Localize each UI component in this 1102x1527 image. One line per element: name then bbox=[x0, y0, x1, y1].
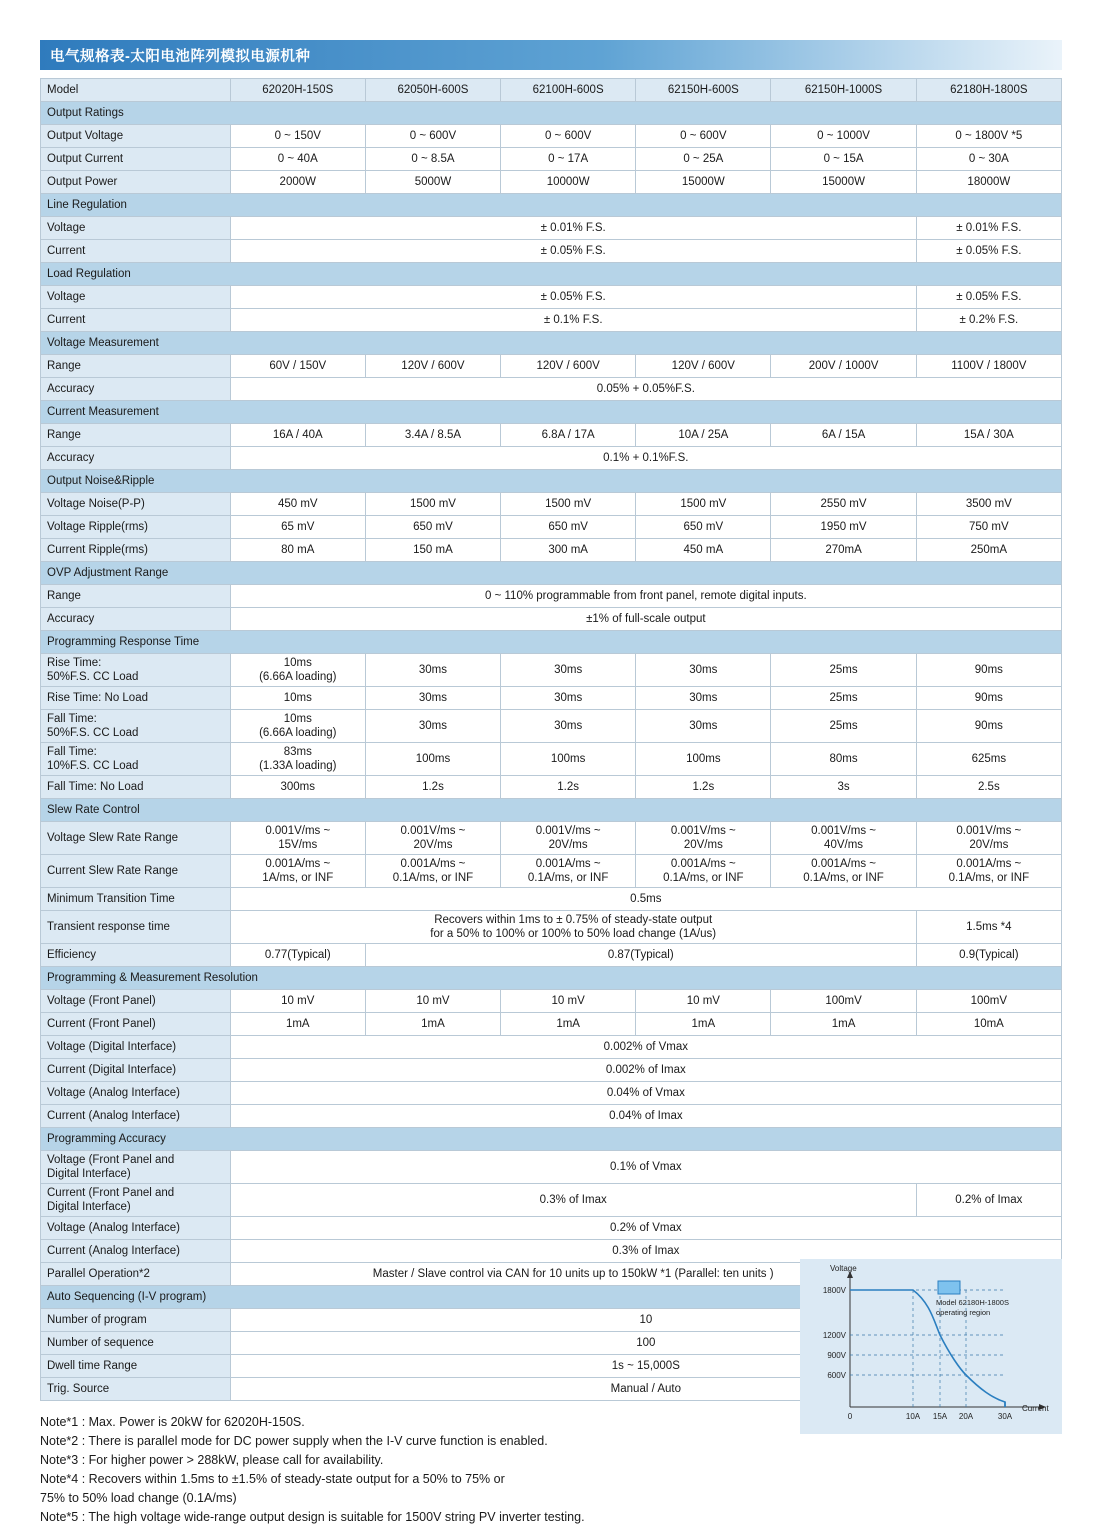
column-header: 62020H-150S bbox=[230, 79, 365, 102]
row-label: Current (Digital Interface) bbox=[41, 1059, 231, 1082]
row-value: 1mA bbox=[365, 1013, 500, 1036]
row-value: 6A / 15A bbox=[771, 424, 916, 447]
section-label: Voltage Measurement bbox=[41, 332, 1062, 355]
row-value: 0.001A/ms ~ 1A/ms, or INF bbox=[230, 855, 365, 888]
row-value: 100mV bbox=[916, 990, 1061, 1013]
row-label: Current (Front Panel) bbox=[41, 1013, 231, 1036]
row-label: Accuracy bbox=[41, 378, 231, 401]
row-value: 0 ~ 15A bbox=[771, 148, 916, 171]
table-row bbox=[41, 424, 1062, 447]
row-value: 1mA bbox=[771, 1013, 916, 1036]
section-label: OVP Adjustment Range bbox=[41, 562, 1062, 585]
row-label: Minimum Transition Time bbox=[41, 888, 231, 911]
row-label: Current Slew Rate Range bbox=[41, 855, 231, 888]
row-label: Current Ripple(rms) bbox=[41, 539, 231, 562]
row-value: 450 mV bbox=[230, 493, 365, 516]
row-label: Current bbox=[41, 309, 231, 332]
section-label: Current Measurement bbox=[41, 401, 1062, 424]
row-value: 0 ~ 1800V *5 bbox=[916, 125, 1061, 148]
table-section-row bbox=[41, 194, 1062, 217]
table-row bbox=[41, 125, 1062, 148]
row-value: 18000W bbox=[916, 171, 1061, 194]
table-row bbox=[41, 240, 1062, 263]
row-value: 6.8A / 17A bbox=[501, 424, 636, 447]
row-label: Parallel Operation*2 bbox=[41, 1263, 231, 1286]
row-value: 2550 mV bbox=[771, 493, 916, 516]
section-label: Slew Rate Control bbox=[41, 799, 1062, 822]
row-value: 1mA bbox=[230, 1013, 365, 1036]
row-label: Voltage (Front Panel) bbox=[41, 990, 231, 1013]
row-value: 65 mV bbox=[230, 516, 365, 539]
row-value: 0 ~ 110% programmable from front panel, remote digital inputs. bbox=[230, 585, 1061, 608]
row-value: 3s bbox=[771, 776, 916, 799]
section-label: Programming Accuracy bbox=[41, 1128, 1062, 1151]
row-label: Accuracy bbox=[41, 608, 231, 631]
row-value: 750 mV bbox=[916, 516, 1061, 539]
table-section-row bbox=[41, 102, 1062, 125]
row-value: 90ms bbox=[916, 710, 1061, 743]
row-label: Fall Time: 50%F.S. CC Load bbox=[41, 710, 231, 743]
table-section-row bbox=[41, 562, 1062, 585]
row-label: Voltage Noise(P-P) bbox=[41, 493, 231, 516]
row-value: 100 bbox=[230, 1332, 1061, 1355]
row-value: 0.04% of Vmax bbox=[230, 1082, 1061, 1105]
table-section-row bbox=[41, 967, 1062, 990]
row-label: Range bbox=[41, 355, 231, 378]
row-value: 0 ~ 8.5A bbox=[365, 148, 500, 171]
row-value: 30ms bbox=[501, 710, 636, 743]
row-value: 10ms (6.66A loading) bbox=[230, 654, 365, 687]
row-value: 0.05% + 0.05%F.S. bbox=[230, 378, 1061, 401]
table-header-row bbox=[41, 79, 1062, 102]
row-label: Rise Time: 50%F.S. CC Load bbox=[41, 654, 231, 687]
row-value: 10A / 25A bbox=[636, 424, 771, 447]
row-label: Voltage Slew Rate Range bbox=[41, 822, 231, 855]
section-label: Programming & Measurement Resolution bbox=[41, 967, 1062, 990]
row-value: 0.04% of Imax bbox=[230, 1105, 1061, 1128]
table-row bbox=[41, 687, 1062, 710]
svg-text:Voltage: Voltage bbox=[830, 1264, 857, 1273]
row-value: 0.3% of Imax bbox=[230, 1184, 916, 1217]
section-label: Output Noise&Ripple bbox=[41, 470, 1062, 493]
row-value: 10000W bbox=[501, 171, 636, 194]
table-section-row bbox=[41, 263, 1062, 286]
section-label: Output Ratings bbox=[41, 102, 1062, 125]
row-value: 0.87(Typical) bbox=[365, 944, 916, 967]
table-row bbox=[41, 355, 1062, 378]
row-value: 10 mV bbox=[501, 990, 636, 1013]
row-value: 16A / 40A bbox=[230, 424, 365, 447]
row-value: 30ms bbox=[636, 687, 771, 710]
row-value: 10 mV bbox=[230, 990, 365, 1013]
row-value: 80 mA bbox=[230, 539, 365, 562]
table-row bbox=[41, 1151, 1062, 1184]
row-value: 0.1% + 0.1%F.S. bbox=[230, 447, 1061, 470]
svg-text:1200V: 1200V bbox=[822, 1331, 846, 1340]
row-value: 0.1% of Vmax bbox=[230, 1151, 1061, 1184]
row-label: Voltage bbox=[41, 217, 231, 240]
svg-text:Current: Current bbox=[1022, 1404, 1049, 1413]
row-value: 0.001A/ms ~ 0.1A/ms, or INF bbox=[771, 855, 916, 888]
row-label: Voltage (Analog Interface) bbox=[41, 1217, 231, 1240]
row-label: Accuracy bbox=[41, 447, 231, 470]
row-value: 450 mA bbox=[636, 539, 771, 562]
section-label: Load Regulation bbox=[41, 263, 1062, 286]
row-value: 30ms bbox=[365, 710, 500, 743]
row-value: 0 ~ 600V bbox=[636, 125, 771, 148]
row-value: 0 ~ 1000V bbox=[771, 125, 916, 148]
row-value: 10ms bbox=[230, 687, 365, 710]
row-value: 83ms (1.33A loading) bbox=[230, 743, 365, 776]
row-value: 30ms bbox=[636, 710, 771, 743]
row-value: ± 0.01% F.S. bbox=[230, 217, 916, 240]
row-value: 25ms bbox=[771, 687, 916, 710]
svg-text:0: 0 bbox=[847, 1412, 853, 1421]
row-value: ± 0.05% F.S. bbox=[916, 240, 1061, 263]
row-label: Voltage bbox=[41, 286, 231, 309]
table-row bbox=[41, 855, 1062, 888]
table-row bbox=[41, 1184, 1062, 1217]
row-value: 10 mV bbox=[636, 990, 771, 1013]
row-value: 1500 mV bbox=[636, 493, 771, 516]
row-label: Output Voltage bbox=[41, 125, 231, 148]
column-header: 62050H-600S bbox=[365, 79, 500, 102]
row-label: Output Current bbox=[41, 148, 231, 171]
table-row bbox=[41, 654, 1062, 687]
row-value: 30ms bbox=[501, 687, 636, 710]
row-value: 30ms bbox=[501, 654, 636, 687]
svg-text:30A: 30A bbox=[997, 1412, 1013, 1421]
row-value: 200V / 1000V bbox=[771, 355, 916, 378]
row-value: ± 0.05% F.S. bbox=[230, 286, 916, 309]
table-row bbox=[41, 1059, 1062, 1082]
table-row bbox=[41, 944, 1062, 967]
column-header: 62150H-1000S bbox=[771, 79, 916, 102]
table-row bbox=[41, 710, 1062, 743]
row-label: Fall Time: No Load bbox=[41, 776, 231, 799]
row-value: ± 0.01% F.S. bbox=[916, 217, 1061, 240]
row-label: Output Power bbox=[41, 171, 231, 194]
table-row bbox=[41, 217, 1062, 240]
table-row bbox=[41, 171, 1062, 194]
row-value: 10 bbox=[230, 1309, 1061, 1332]
row-value: 300ms bbox=[230, 776, 365, 799]
row-value: ± 0.2% F.S. bbox=[916, 309, 1061, 332]
svg-text:600V: 600V bbox=[827, 1371, 846, 1380]
row-label: Current (Front Panel and Digital Interface) bbox=[41, 1184, 231, 1217]
row-value: ±1% of full-scale output bbox=[230, 608, 1061, 631]
row-value: 15000W bbox=[771, 171, 916, 194]
note-item: Note*2 : There is parallel mode for DC power supply when the I-V curve function is enabled. bbox=[40, 1434, 548, 1448]
row-label: Current (Analog Interface) bbox=[41, 1240, 231, 1263]
row-value: 30ms bbox=[636, 654, 771, 687]
row-value: 0.001V/ms ~ 20V/ms bbox=[501, 822, 636, 855]
svg-text:1800V: 1800V bbox=[822, 1286, 846, 1295]
row-value: Master / Slave control via CAN for 10 units up to 150kW *1 (Parallel: ten units ) bbox=[230, 1263, 916, 1286]
row-value: 1950 mV bbox=[771, 516, 916, 539]
row-value: 1s ~ 15,000S bbox=[230, 1355, 1061, 1378]
table-row bbox=[41, 1082, 1062, 1105]
table-section-row bbox=[41, 401, 1062, 424]
row-value: 0 ~ 17A bbox=[501, 148, 636, 171]
row-value: 0.001V/ms ~ 20V/ms bbox=[636, 822, 771, 855]
row-value: 0.001A/ms ~ 0.1A/ms, or INF bbox=[636, 855, 771, 888]
note-item: Note*5 : The high voltage wide-range output design is suitable for 1500V string PV inverter testing. bbox=[40, 1510, 585, 1524]
specifications-table bbox=[40, 78, 1062, 1401]
row-value: 0.2% of Vmax bbox=[230, 1217, 1061, 1240]
row-value: 0.77(Typical) bbox=[230, 944, 365, 967]
svg-text:Model 62180H-1800S: Model 62180H-1800S bbox=[936, 1298, 1009, 1307]
row-value: 1mA bbox=[636, 1013, 771, 1036]
table-row bbox=[41, 378, 1062, 401]
row-value: Manual / Auto bbox=[230, 1378, 1061, 1401]
row-value: 10 mV bbox=[365, 990, 500, 1013]
row-value: 0.001A/ms ~ 0.1A/ms, or INF bbox=[365, 855, 500, 888]
table-row bbox=[41, 286, 1062, 309]
row-value: 0.5ms bbox=[230, 888, 1061, 911]
page-title: 电气规格表-太阳电池阵列模拟电源机种 bbox=[50, 48, 311, 65]
row-value: 0.001V/ms ~ 20V/ms bbox=[916, 822, 1061, 855]
row-value: 1500 mV bbox=[365, 493, 500, 516]
row-value: 650 mV bbox=[365, 516, 500, 539]
row-value: 3.4A / 8.5A bbox=[365, 424, 500, 447]
row-value: 0.001V/ms ~ 20V/ms bbox=[365, 822, 500, 855]
row-value: 10mA bbox=[916, 1013, 1061, 1036]
column-header: 62180H-1800S bbox=[916, 79, 1061, 102]
svg-text:10A: 10A bbox=[905, 1412, 921, 1421]
table-row bbox=[41, 516, 1062, 539]
row-value: 1.2s bbox=[365, 776, 500, 799]
row-label: Range bbox=[41, 424, 231, 447]
svg-text:operating region: operating region bbox=[936, 1308, 991, 1317]
row-value: 650 mV bbox=[501, 516, 636, 539]
table-row bbox=[41, 743, 1062, 776]
row-value: 150 mA bbox=[365, 539, 500, 562]
row-label: Current (Analog Interface) bbox=[41, 1105, 231, 1128]
row-label: Number of sequence bbox=[41, 1332, 231, 1355]
row-value: ± 0.05% F.S. bbox=[230, 240, 916, 263]
table-row bbox=[41, 1217, 1062, 1240]
row-value: 2000W bbox=[230, 171, 365, 194]
column-header: 62100H-600S bbox=[501, 79, 636, 102]
row-value: 0.001A/ms ~ 0.1A/ms, or INF bbox=[501, 855, 636, 888]
section-label: Line Regulation bbox=[41, 194, 1062, 217]
row-value: 0 ~ 150V bbox=[230, 125, 365, 148]
row-label: Transient response time bbox=[41, 911, 231, 944]
row-value: 1.2s bbox=[501, 776, 636, 799]
table-section-row bbox=[41, 470, 1062, 493]
table-row bbox=[41, 1036, 1062, 1059]
row-value: 0 ~ 40A bbox=[230, 148, 365, 171]
svg-text:15A: 15A bbox=[932, 1412, 948, 1421]
row-value: 120V / 600V bbox=[636, 355, 771, 378]
section-label: Auto Sequencing (I-V program) bbox=[41, 1286, 1062, 1309]
table-row bbox=[41, 585, 1062, 608]
row-value: 1mA bbox=[501, 1013, 636, 1036]
row-value: 0 ~ 25A bbox=[636, 148, 771, 171]
row-value: 270mA bbox=[771, 539, 916, 562]
table-row bbox=[41, 822, 1062, 855]
row-value: 1.5ms *4 bbox=[916, 911, 1061, 944]
operating-region-chart bbox=[800, 1259, 1062, 1434]
note-item: Note*3 : For higher power > 288kW, please call for availability. bbox=[40, 1453, 384, 1467]
row-value: ± 0.05% F.S. bbox=[916, 286, 1061, 309]
table-row bbox=[41, 776, 1062, 799]
table-row bbox=[41, 493, 1062, 516]
row-value: 0 ~ 30A bbox=[916, 148, 1061, 171]
row-label: Rise Time: No Load bbox=[41, 687, 231, 710]
row-value: 0.2% of Imax bbox=[916, 1184, 1061, 1217]
row-value: 15A / 30A bbox=[916, 424, 1061, 447]
column-header-model: Model bbox=[41, 79, 231, 102]
row-value: 0.001V/ms ~ 15V/ms bbox=[230, 822, 365, 855]
chart-svg bbox=[800, 1259, 1062, 1434]
row-label: Voltage (Digital Interface) bbox=[41, 1036, 231, 1059]
section-label: Programming Response Time bbox=[41, 631, 1062, 654]
row-label: Trig. Source bbox=[41, 1378, 231, 1401]
table-row bbox=[41, 911, 1062, 944]
row-label: Current bbox=[41, 240, 231, 263]
table-section-row bbox=[41, 332, 1062, 355]
table-row bbox=[41, 309, 1062, 332]
row-value: 100ms bbox=[501, 743, 636, 776]
row-value: 625ms bbox=[916, 743, 1061, 776]
table-row bbox=[41, 148, 1062, 171]
row-value: 0.9(Typical) bbox=[916, 944, 1061, 967]
row-value: 2.5s bbox=[916, 776, 1061, 799]
notes-block bbox=[40, 1413, 740, 1527]
row-value: 0 ~ 600V bbox=[501, 125, 636, 148]
table-row bbox=[41, 1013, 1062, 1036]
svg-text:20A: 20A bbox=[958, 1412, 974, 1421]
row-value: 0.002% of Vmax bbox=[230, 1036, 1061, 1059]
row-label: Range bbox=[41, 585, 231, 608]
row-value: 10ms (6.66A loading) bbox=[230, 710, 365, 743]
table-section-row bbox=[41, 1128, 1062, 1151]
row-value: 120V / 600V bbox=[501, 355, 636, 378]
row-value: 5000W bbox=[365, 171, 500, 194]
table-row bbox=[41, 539, 1062, 562]
table-row bbox=[41, 888, 1062, 911]
table-row bbox=[41, 1105, 1062, 1128]
row-value: 25ms bbox=[771, 654, 916, 687]
row-value: 0.002% of Imax bbox=[230, 1059, 1061, 1082]
row-value: 0 ~ 600V bbox=[365, 125, 500, 148]
page-title-bar bbox=[40, 40, 1062, 70]
row-value: 120V / 600V bbox=[365, 355, 500, 378]
row-value: Recovers within 1ms to ± 0.75% of steady-state output for a 50% to 100% or 100% to 50% load change (1A/us) bbox=[230, 911, 916, 944]
row-value: 80ms bbox=[771, 743, 916, 776]
row-value: 30ms bbox=[365, 687, 500, 710]
column-header: 62150H-600S bbox=[636, 79, 771, 102]
table-row bbox=[41, 447, 1062, 470]
table-section-row bbox=[41, 631, 1062, 654]
row-label: Number of program bbox=[41, 1309, 231, 1332]
row-value: 60V / 150V bbox=[230, 355, 365, 378]
row-value: 25ms bbox=[771, 710, 916, 743]
note-item: 75% to 50% load change (0.1A/ms) bbox=[40, 1491, 237, 1505]
row-label: Voltage (Front Panel and Digital Interface) bbox=[41, 1151, 231, 1184]
row-value: 15000W bbox=[636, 171, 771, 194]
row-value: 90ms bbox=[916, 687, 1061, 710]
row-label: Dwell time Range bbox=[41, 1355, 231, 1378]
table-body bbox=[41, 79, 1062, 1401]
row-value: 30ms bbox=[365, 654, 500, 687]
row-label: Voltage Ripple(rms) bbox=[41, 516, 231, 539]
row-value: ± 0.1% F.S. bbox=[230, 309, 916, 332]
row-value: 1100V / 1800V bbox=[916, 355, 1061, 378]
row-label: Efficiency bbox=[41, 944, 231, 967]
table-section-row bbox=[41, 799, 1062, 822]
table-row bbox=[41, 990, 1062, 1013]
note-item: Note*1 : Max. Power is 20kW for 62020H-150S. bbox=[40, 1415, 305, 1429]
row-value: 1.2s bbox=[636, 776, 771, 799]
row-value: 3500 mV bbox=[916, 493, 1061, 516]
svg-text:900V: 900V bbox=[827, 1351, 846, 1360]
row-value: 100ms bbox=[636, 743, 771, 776]
row-value: 650 mV bbox=[636, 516, 771, 539]
row-label: Voltage (Analog Interface) bbox=[41, 1082, 231, 1105]
row-value: 100ms bbox=[365, 743, 500, 776]
row-value: 0.001A/ms ~ 0.1A/ms, or INF bbox=[916, 855, 1061, 888]
row-label: Fall Time: 10%F.S. CC Load bbox=[41, 743, 231, 776]
row-value: 1500 mV bbox=[501, 493, 636, 516]
row-value: 250mA bbox=[916, 539, 1061, 562]
row-value: 90ms bbox=[916, 654, 1061, 687]
note-item: Note*4 : Recovers within 1.5ms to ±1.5% of steady-state output for a 50% to 75% or bbox=[40, 1472, 505, 1486]
row-value: 0.3% of Imax bbox=[230, 1240, 1061, 1263]
table-row bbox=[41, 608, 1062, 631]
row-value: 100mV bbox=[771, 990, 916, 1013]
row-value: 300 mA bbox=[501, 539, 636, 562]
row-value: 0.001V/ms ~ 40V/ms bbox=[771, 822, 916, 855]
